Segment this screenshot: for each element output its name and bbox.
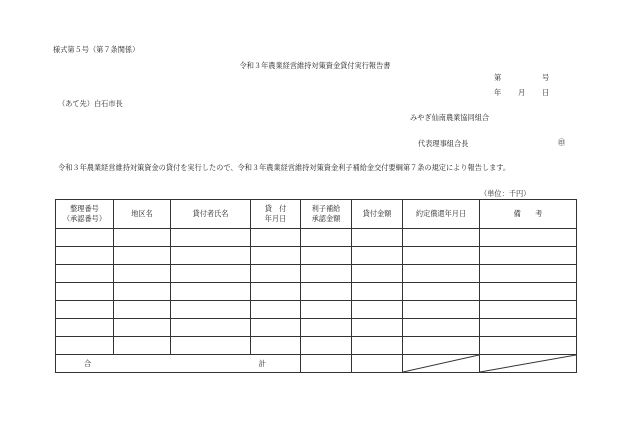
cell-ref-number[interactable] bbox=[56, 301, 114, 319]
cell-loan-amount[interactable] bbox=[352, 283, 403, 301]
cell-loan-date[interactable] bbox=[251, 265, 301, 283]
form-number: 様式第５号（第７条関係） bbox=[53, 45, 140, 54]
cell-borrower-name[interactable] bbox=[171, 265, 251, 283]
loan-report-table bbox=[55, 199, 577, 373]
unit-note: （単位：千円） bbox=[480, 189, 531, 198]
cell-remarks[interactable] bbox=[480, 301, 577, 319]
cell-district[interactable] bbox=[114, 265, 171, 283]
table-row bbox=[56, 337, 577, 355]
cell-loan-date[interactable] bbox=[251, 247, 301, 265]
cell-loan-date[interactable] bbox=[251, 337, 301, 355]
cell-repayment-date[interactable] bbox=[403, 247, 480, 265]
total-label-cell bbox=[56, 355, 301, 373]
cell-loan-date[interactable] bbox=[251, 319, 301, 337]
total-repayment-date-crossed bbox=[403, 355, 480, 373]
cell-remarks[interactable] bbox=[480, 265, 577, 283]
table-row bbox=[56, 229, 577, 247]
cell-subsidy-amount[interactable] bbox=[301, 301, 352, 319]
cell-district[interactable] bbox=[114, 229, 171, 247]
cell-district[interactable] bbox=[114, 301, 171, 319]
cell-ref-number[interactable] bbox=[56, 283, 114, 301]
organization-name: みやぎ仙南農業協同組合 bbox=[410, 113, 490, 122]
col-header-subsidy-amount: 利子補給 承認金額 bbox=[301, 200, 352, 229]
number-suffix: 号 bbox=[542, 73, 550, 82]
cell-loan-amount[interactable] bbox=[352, 247, 403, 265]
date-month: 月 bbox=[518, 88, 526, 97]
total-label-right: 計 bbox=[258, 359, 266, 368]
cell-loan-amount[interactable] bbox=[352, 319, 403, 337]
cell-remarks[interactable] bbox=[480, 229, 577, 247]
cell-ref-number[interactable] bbox=[56, 265, 114, 283]
total-loan-cell[interactable] bbox=[352, 355, 403, 373]
cell-repayment-date[interactable] bbox=[403, 319, 480, 337]
number-prefix: 第 bbox=[494, 73, 502, 82]
representative-title: 代表理事組合長 bbox=[418, 139, 469, 148]
cell-remarks[interactable] bbox=[480, 319, 577, 337]
total-subsidy-cell[interactable] bbox=[301, 355, 352, 373]
addressee: （あて先）白石市長 bbox=[58, 99, 123, 108]
cell-ref-number[interactable] bbox=[56, 319, 114, 337]
cell-borrower-name[interactable] bbox=[171, 337, 251, 355]
cell-subsidy-amount[interactable] bbox=[301, 283, 352, 301]
col-header-ref-number: 整理番号 （承認番号） bbox=[56, 200, 114, 229]
col-header-loan-amount: 貸付金額 bbox=[352, 200, 403, 229]
date-year: 年 bbox=[494, 88, 502, 97]
table-row bbox=[56, 301, 577, 319]
cell-subsidy-amount[interactable] bbox=[301, 265, 352, 283]
cell-ref-number[interactable] bbox=[56, 247, 114, 265]
cell-borrower-name[interactable] bbox=[171, 301, 251, 319]
cell-repayment-date[interactable] bbox=[403, 283, 480, 301]
cell-remarks[interactable] bbox=[480, 283, 577, 301]
cell-remarks[interactable] bbox=[480, 247, 577, 265]
cell-loan-date[interactable] bbox=[251, 229, 301, 247]
table-row bbox=[56, 283, 577, 301]
cell-loan-amount[interactable] bbox=[352, 337, 403, 355]
col-header-repayment-date: 約定償還年月日 bbox=[403, 200, 480, 229]
cell-loan-amount[interactable] bbox=[352, 301, 403, 319]
cell-repayment-date[interactable] bbox=[403, 337, 480, 355]
table-row bbox=[56, 247, 577, 265]
cell-borrower-name[interactable] bbox=[171, 229, 251, 247]
cell-subsidy-amount[interactable] bbox=[301, 319, 352, 337]
cell-district[interactable] bbox=[114, 247, 171, 265]
cell-subsidy-amount[interactable] bbox=[301, 337, 352, 355]
cell-loan-amount[interactable] bbox=[352, 265, 403, 283]
table-row bbox=[56, 319, 577, 337]
table-body bbox=[56, 229, 577, 355]
cell-district[interactable] bbox=[114, 283, 171, 301]
total-row bbox=[56, 355, 577, 373]
cell-subsidy-amount[interactable] bbox=[301, 229, 352, 247]
cell-loan-date[interactable] bbox=[251, 283, 301, 301]
cell-district[interactable] bbox=[114, 337, 171, 355]
cell-loan-amount[interactable] bbox=[352, 229, 403, 247]
diagonal-line bbox=[480, 355, 576, 372]
cell-repayment-date[interactable] bbox=[403, 265, 480, 283]
date-day: 日 bbox=[542, 88, 550, 97]
col-header-district: 地区名 bbox=[114, 200, 171, 229]
col-header-loan-date: 貸 付 年月日 bbox=[251, 200, 301, 229]
col-header-remarks: 備 考 bbox=[480, 200, 577, 229]
table-header-row bbox=[56, 200, 577, 229]
cell-remarks[interactable] bbox=[480, 337, 577, 355]
diagonal-line bbox=[403, 355, 479, 372]
cell-borrower-name[interactable] bbox=[171, 247, 251, 265]
body-text: 令和３年農業経営維持対策資金の貸付を実行したので、令和３年農業経営維持対策資金利子補給金交付要綱第７条の規定により報告します。 bbox=[58, 163, 511, 172]
cell-repayment-date[interactable] bbox=[403, 301, 480, 319]
total-remarks-crossed bbox=[480, 355, 577, 373]
cell-repayment-date[interactable] bbox=[403, 229, 480, 247]
cell-district[interactable] bbox=[114, 319, 171, 337]
cell-loan-date[interactable] bbox=[251, 301, 301, 319]
total-label-left: 合 bbox=[84, 359, 92, 368]
col-header-borrower-name: 貸付者氏名 bbox=[171, 200, 251, 229]
cell-ref-number[interactable] bbox=[56, 229, 114, 247]
document-title: 令和３年農業経営維持対策資金貸付実行報告書 bbox=[239, 61, 391, 70]
seal-mark: ㊞ bbox=[558, 138, 566, 147]
table-row bbox=[56, 265, 577, 283]
cell-ref-number[interactable] bbox=[56, 337, 114, 355]
cell-borrower-name[interactable] bbox=[171, 283, 251, 301]
cell-borrower-name[interactable] bbox=[171, 319, 251, 337]
cell-subsidy-amount[interactable] bbox=[301, 247, 352, 265]
